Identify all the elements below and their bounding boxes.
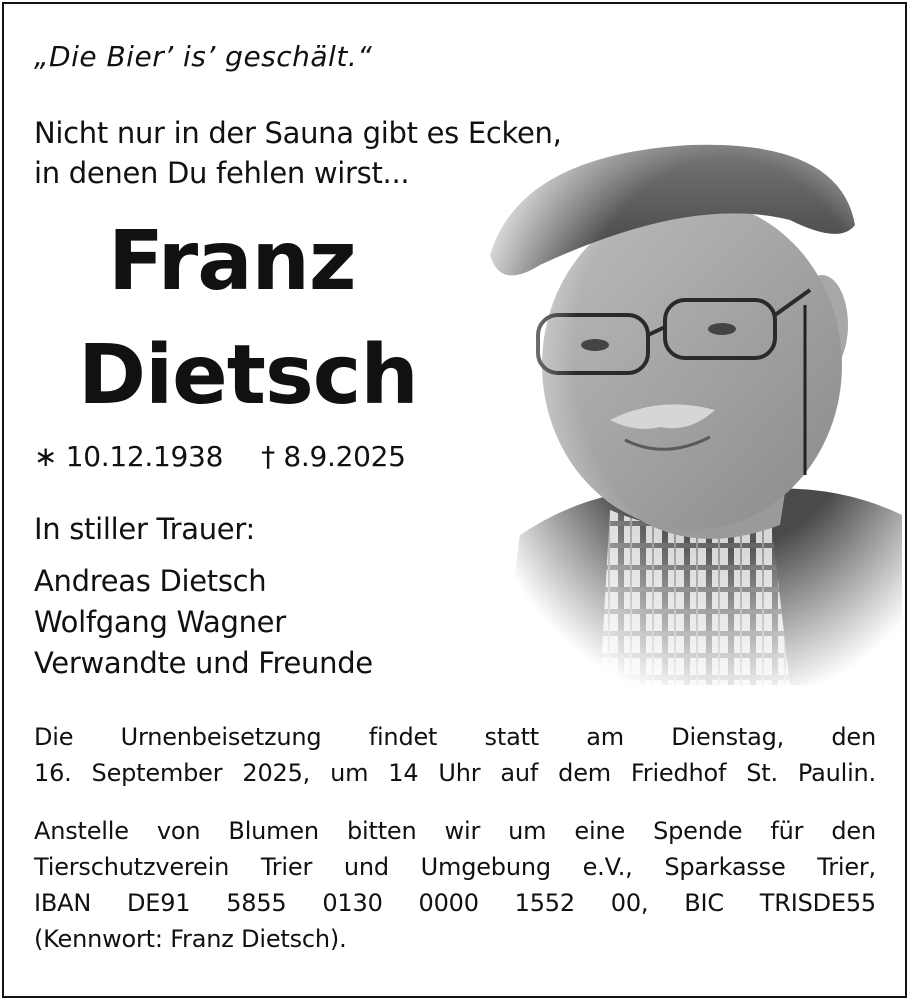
mourner-name: Andreas Dietsch (34, 564, 267, 598)
birth-date: ∗ 10.12.1938 (34, 440, 224, 473)
funeral-line-1: Die Urnenbeisetzung findet statt am Dienstag, den (34, 723, 876, 751)
donation-line-3: IBAN DE91 5855 0130 0000 1552 00, BIC TRISDE55 (34, 889, 876, 917)
donation-line-1: Anstelle von Blumen bitten wir um eine Spende für den (34, 817, 876, 845)
deceased-last-name: Dietsch (78, 328, 418, 423)
donation-line-4: (Kennwort: Franz Dietsch). (34, 925, 347, 953)
mourner-name: Verwandte und Freunde (34, 646, 373, 680)
portrait-photo (460, 115, 902, 685)
deceased-first-name: Franz (108, 214, 356, 309)
intro-line-2: in denen Du fehlen wirst... (34, 156, 410, 190)
life-dates (34, 438, 406, 476)
funeral-line-2: 16. September 2025, um 14 Uhr auf dem Friedhof St. Paulin. (34, 759, 876, 787)
mourner-name: Wolfgang Wagner (34, 605, 286, 639)
death-date: † 8.9.2025 (261, 440, 406, 473)
intro-line-1: Nicht nur in der Sauna gibt es Ecken, (34, 116, 562, 150)
donation-line-2: Tierschutzverein Trier und Umgebung e.V., Sparkasse Trier, (34, 853, 876, 881)
mourners-heading: In stiller Trauer: (34, 512, 255, 546)
motto-quote: „Die Bier’ is’ geschält.“ (34, 40, 373, 73)
